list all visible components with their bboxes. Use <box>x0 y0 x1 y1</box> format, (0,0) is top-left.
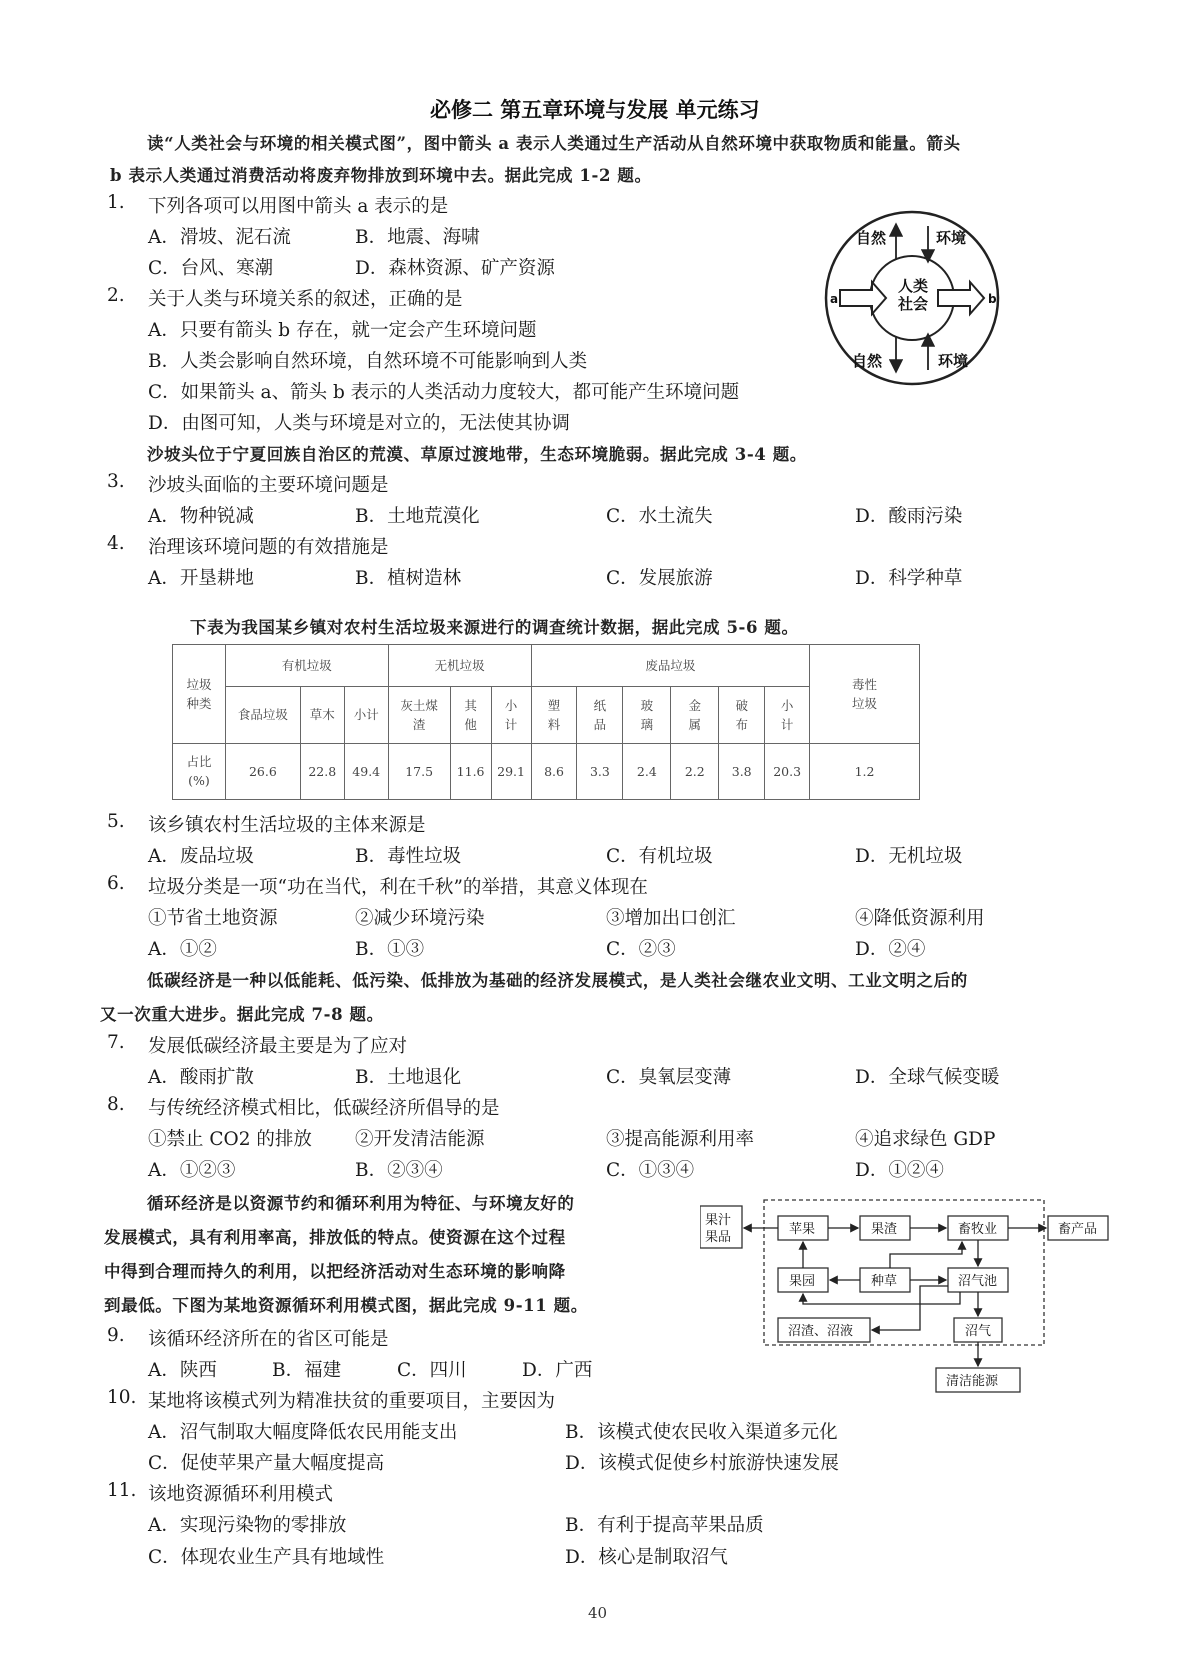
question-5-option-b: B．毒性垃圾 <box>355 846 462 867</box>
question-2-option-d: D．由图可知，人类与环境是对立的，无法使其协调 <box>148 413 570 434</box>
question-3-option-d: D．酸雨污染 <box>855 506 963 527</box>
table-header-paper: 纸 品 <box>577 687 623 743</box>
table-cell: 29.1 <box>491 743 531 799</box>
table-cell: 20.3 <box>765 743 810 799</box>
question-3-stem: 沙坡头面临的主要环境问题是 <box>148 475 389 496</box>
table-header-subtotal-1: 小计 <box>344 687 388 743</box>
table-group-organic: 有机垃圾 <box>225 645 388 687</box>
question-2-stem: 关于人类与环境关系的叙述，正确的是 <box>148 289 463 310</box>
table-header-glass: 玻 璃 <box>623 687 671 743</box>
question-6-option-d: D．②④ <box>855 939 926 960</box>
question-11-option-b: B．有利于提高苹果品质 <box>565 1515 764 1536</box>
question-6-option-a: A．①② <box>148 939 217 960</box>
question-8-option-c: C．①③④ <box>606 1160 695 1181</box>
question-11-stem: 该地资源循环利用模式 <box>148 1484 334 1505</box>
table-corner: 垃圾 种类 <box>173 645 226 744</box>
question-7-number: 7. <box>107 1032 125 1053</box>
label-livestock: 畜牧业 <box>958 1222 998 1237</box>
label-digester: 沼气池 <box>958 1274 998 1289</box>
table-header-plastic: 塑 料 <box>531 687 577 743</box>
intro-5-line-1: 循环经济是以资源节约和循环利用为特征、与环境友好的 <box>147 1194 575 1213</box>
question-1-option-a: A．滑坡、泥石流 <box>148 227 291 248</box>
intro-4-line-1: 低碳经济是一种以低能耗、低污染、低排放为基础的经济发展模式，是人类社会继农业文明、工业文明之后的 <box>147 971 968 990</box>
question-11-option-d: D．核心是制取沼气 <box>565 1547 728 1568</box>
question-8-option-a: A．①②③ <box>148 1160 236 1181</box>
question-6-item-3: ③增加出口创汇 <box>606 908 736 929</box>
question-6-number: 6. <box>107 873 125 894</box>
table-cell: 22.8 <box>300 743 344 799</box>
question-9-number: 9. <box>107 1325 125 1346</box>
question-1-option-b: B．地震、海啸 <box>355 227 480 248</box>
question-10-option-d: D．该模式促使乡村旅游快速发展 <box>565 1453 839 1474</box>
question-7-option-b: B．土地退化 <box>355 1067 462 1088</box>
question-3-option-b: B．土地荒漠化 <box>355 506 480 527</box>
table-cell: 11.6 <box>450 743 491 799</box>
intro-2: 沙坡头位于宁夏回族自治区的荒漠、草原过渡地带，生态环境脆弱。据此完成 3-4 题。 <box>147 445 807 464</box>
table-header-grass: 草木 <box>300 687 344 743</box>
question-4-option-b: B．植树造林 <box>355 568 462 589</box>
question-5-number: 5. <box>107 811 125 832</box>
question-6-item-4: ④降低资源利用 <box>855 908 985 929</box>
intro-3: 下表为我国某乡镇对农村生活垃圾来源进行的调查统计数据，据此完成 5-6 题。 <box>190 618 799 637</box>
intro-1-line-1: 读“人类社会与环境的相关模式图”，图中箭头 a 表示人类通过生产活动从自然环境中获取物质和能量。箭头 <box>147 134 961 153</box>
question-10-stem: 某地将该模式列为精准扶贫的重要项目，主要因为 <box>148 1391 556 1412</box>
table-header-other: 其 他 <box>450 687 491 743</box>
question-1-number: 1. <box>107 192 125 213</box>
question-5-option-c: C．有机垃圾 <box>606 846 713 867</box>
diagram-label-nature-top: 自然 <box>856 229 887 247</box>
table-group-inorganic: 无机垃圾 <box>388 645 531 687</box>
table-cell: 3.3 <box>577 743 623 799</box>
intro-5-line-2: 发展模式，具有利用率高，排放低的特点。使资源在这个过程 <box>104 1228 566 1247</box>
question-7-option-c: C．臭氧层变薄 <box>606 1067 732 1088</box>
table-header-subtotal-3: 小 计 <box>765 687 810 743</box>
question-8-number: 8. <box>107 1094 125 1115</box>
question-6-option-b: B．①③ <box>355 939 425 960</box>
question-4-option-a: A．开垦耕地 <box>148 568 254 589</box>
question-8-option-d: D．①②④ <box>855 1160 944 1181</box>
question-10-option-c: C．促使苹果产量大幅度提高 <box>148 1453 385 1474</box>
table-header-subtotal-2: 小 计 <box>491 687 531 743</box>
question-5-option-a: A．废品垃圾 <box>148 846 254 867</box>
human-environment-diagram <box>822 208 1002 388</box>
table-row-label: 占比 (%) <box>173 743 226 799</box>
arrow-a-hollow <box>840 282 886 314</box>
table-cell: 49.4 <box>344 743 388 799</box>
question-6-item-1: ①节省土地资源 <box>148 908 278 929</box>
diagram-label-b: b <box>988 292 997 306</box>
question-9-stem: 该循环经济所在的省区可能是 <box>148 1329 389 1350</box>
question-10-number: 10. <box>107 1387 137 1408</box>
table-cell: 2.2 <box>671 743 719 799</box>
table-cell: 17.5 <box>388 743 450 799</box>
intro-1-line-2: b 表示人类通过消费活动将废弃物排放到环境中去。据此完成 1-2 题。 <box>110 166 652 185</box>
question-4-option-c: C．发展旅游 <box>606 568 713 589</box>
question-5-stem: 该乡镇农村生活垃圾的主体来源是 <box>148 815 426 836</box>
table-header-ash: 灰土煤 渣 <box>388 687 450 743</box>
table-header-food: 食品垃圾 <box>225 687 300 743</box>
question-9-option-d: D．广西 <box>522 1360 593 1381</box>
resource-cycle-diagram <box>700 1196 1120 1396</box>
label-biogas: 沼气 <box>965 1324 992 1339</box>
question-4-stem: 治理该环境问题的有效措施是 <box>148 537 389 558</box>
question-8-item-3: ③提高能源利用率 <box>606 1129 755 1150</box>
arrow-b-hollow <box>938 282 984 314</box>
question-1-option-c: C．台风、寒潮 <box>148 258 274 279</box>
question-10-option-a: A．沼气制取大幅度降低农民用能支出 <box>148 1422 458 1443</box>
label-products: 畜产品 <box>1058 1222 1098 1237</box>
label-orchard: 果园 <box>789 1274 816 1289</box>
question-2-option-b: B．人类会影响自然环境，自然环境不可能影响到人类 <box>148 351 588 372</box>
intro-5-line-4: 到最低。下图为某地资源循环利用模式图，据此完成 9-11 题。 <box>104 1296 588 1315</box>
question-3-number: 3. <box>107 471 125 492</box>
question-9-option-b: B．福建 <box>272 1360 342 1381</box>
intro-5-line-3: 中得到合理而持久的利用，以把经济活动对生态环境的影响降 <box>104 1262 566 1281</box>
question-3-option-a: A．物种锐减 <box>148 506 254 527</box>
question-8-item-1: ①禁止 CO2 的排放 <box>148 1129 312 1150</box>
table-header-metal: 金 属 <box>671 687 719 743</box>
question-7-option-d: D．全球气候变暖 <box>855 1067 1000 1088</box>
table-cell: 26.6 <box>225 743 300 799</box>
table-cell: 3.8 <box>719 743 765 799</box>
question-5-option-d: D．无机垃圾 <box>855 846 963 867</box>
question-8-option-b: B．②③④ <box>355 1160 443 1181</box>
question-11-option-a: A．实现污染物的零排放 <box>148 1515 347 1536</box>
question-4-number: 4. <box>107 533 125 554</box>
question-2-number: 2. <box>107 285 125 306</box>
table-group-waste: 废品垃圾 <box>531 645 810 687</box>
question-4-option-d: D．科学种草 <box>855 568 963 589</box>
intro-4-line-2: 又一次重大进步。据此完成 7-8 题。 <box>100 1005 384 1024</box>
question-8-item-4: ④追求绿色 GDP <box>855 1129 996 1150</box>
question-9-option-c: C．四川 <box>397 1360 467 1381</box>
label-juice-2: 果品 <box>705 1230 732 1245</box>
label-grass: 种草 <box>871 1274 898 1289</box>
question-11-number: 11. <box>107 1480 137 1501</box>
question-6-stem: 垃圾分类是一项“功在当代，利在千秋”的举措，其意义体现在 <box>148 877 648 898</box>
table-toxic-header: 毒性 垃圾 <box>810 645 920 744</box>
diagram-label-environment-top: 环境 <box>936 229 967 247</box>
question-3-option-c: C．水土流失 <box>606 506 713 527</box>
question-8-item-2: ②开发清洁能源 <box>355 1129 485 1150</box>
label-residue: 沼渣、沼液 <box>788 1324 854 1339</box>
question-7-stem: 发展低碳经济最主要是为了应对 <box>148 1036 408 1057</box>
label-pomace: 果渣 <box>871 1222 898 1237</box>
question-2-option-c: C．如果箭头 a、箭头 b 表示的人类活动力度较大，都可能产生环境问题 <box>148 382 740 403</box>
diagram-label-human-1: 人类 <box>898 277 929 295</box>
diagram-label-environment-bottom: 环境 <box>938 352 969 370</box>
diagram-label-human-2: 社会 <box>898 295 929 313</box>
label-juice-1: 果汁 <box>705 1213 732 1228</box>
table-cell: 2.4 <box>623 743 671 799</box>
diagram-label-nature-bottom: 自然 <box>852 352 883 370</box>
question-7-option-a: A．酸雨扩散 <box>148 1067 254 1088</box>
table-cell: 1.2 <box>810 743 920 799</box>
label-apple: 苹果 <box>789 1222 816 1237</box>
table-cell: 8.6 <box>531 743 577 799</box>
table-header-cloth: 破 布 <box>719 687 765 743</box>
question-10-option-b: B．该模式使农民收入渠道多元化 <box>565 1422 838 1443</box>
question-1-option-d: D．森林资源、矿产资源 <box>355 258 555 279</box>
question-1-stem: 下列各项可以用图中箭头 a 表示的是 <box>148 196 449 217</box>
question-6-option-c: C．②③ <box>606 939 676 960</box>
question-6-item-2: ②减少环境污染 <box>355 908 485 929</box>
question-9-option-a: A．陕西 <box>148 1360 217 1381</box>
diagram-label-a: a <box>830 292 839 306</box>
page-number: 40 <box>588 1604 608 1622</box>
label-clean-energy: 清洁能源 <box>946 1374 999 1389</box>
question-11-option-c: C．体现农业生产具有地域性 <box>148 1547 385 1568</box>
garbage-source-table <box>172 644 920 800</box>
question-8-stem: 与传统经济模式相比，低碳经济所倡导的是 <box>148 1098 500 1119</box>
page-title: 必修二 第五章环境与发展 单元练习 <box>430 98 760 122</box>
question-2-option-a: A．只要有箭头 b 存在，就一定会产生环境问题 <box>148 320 537 341</box>
